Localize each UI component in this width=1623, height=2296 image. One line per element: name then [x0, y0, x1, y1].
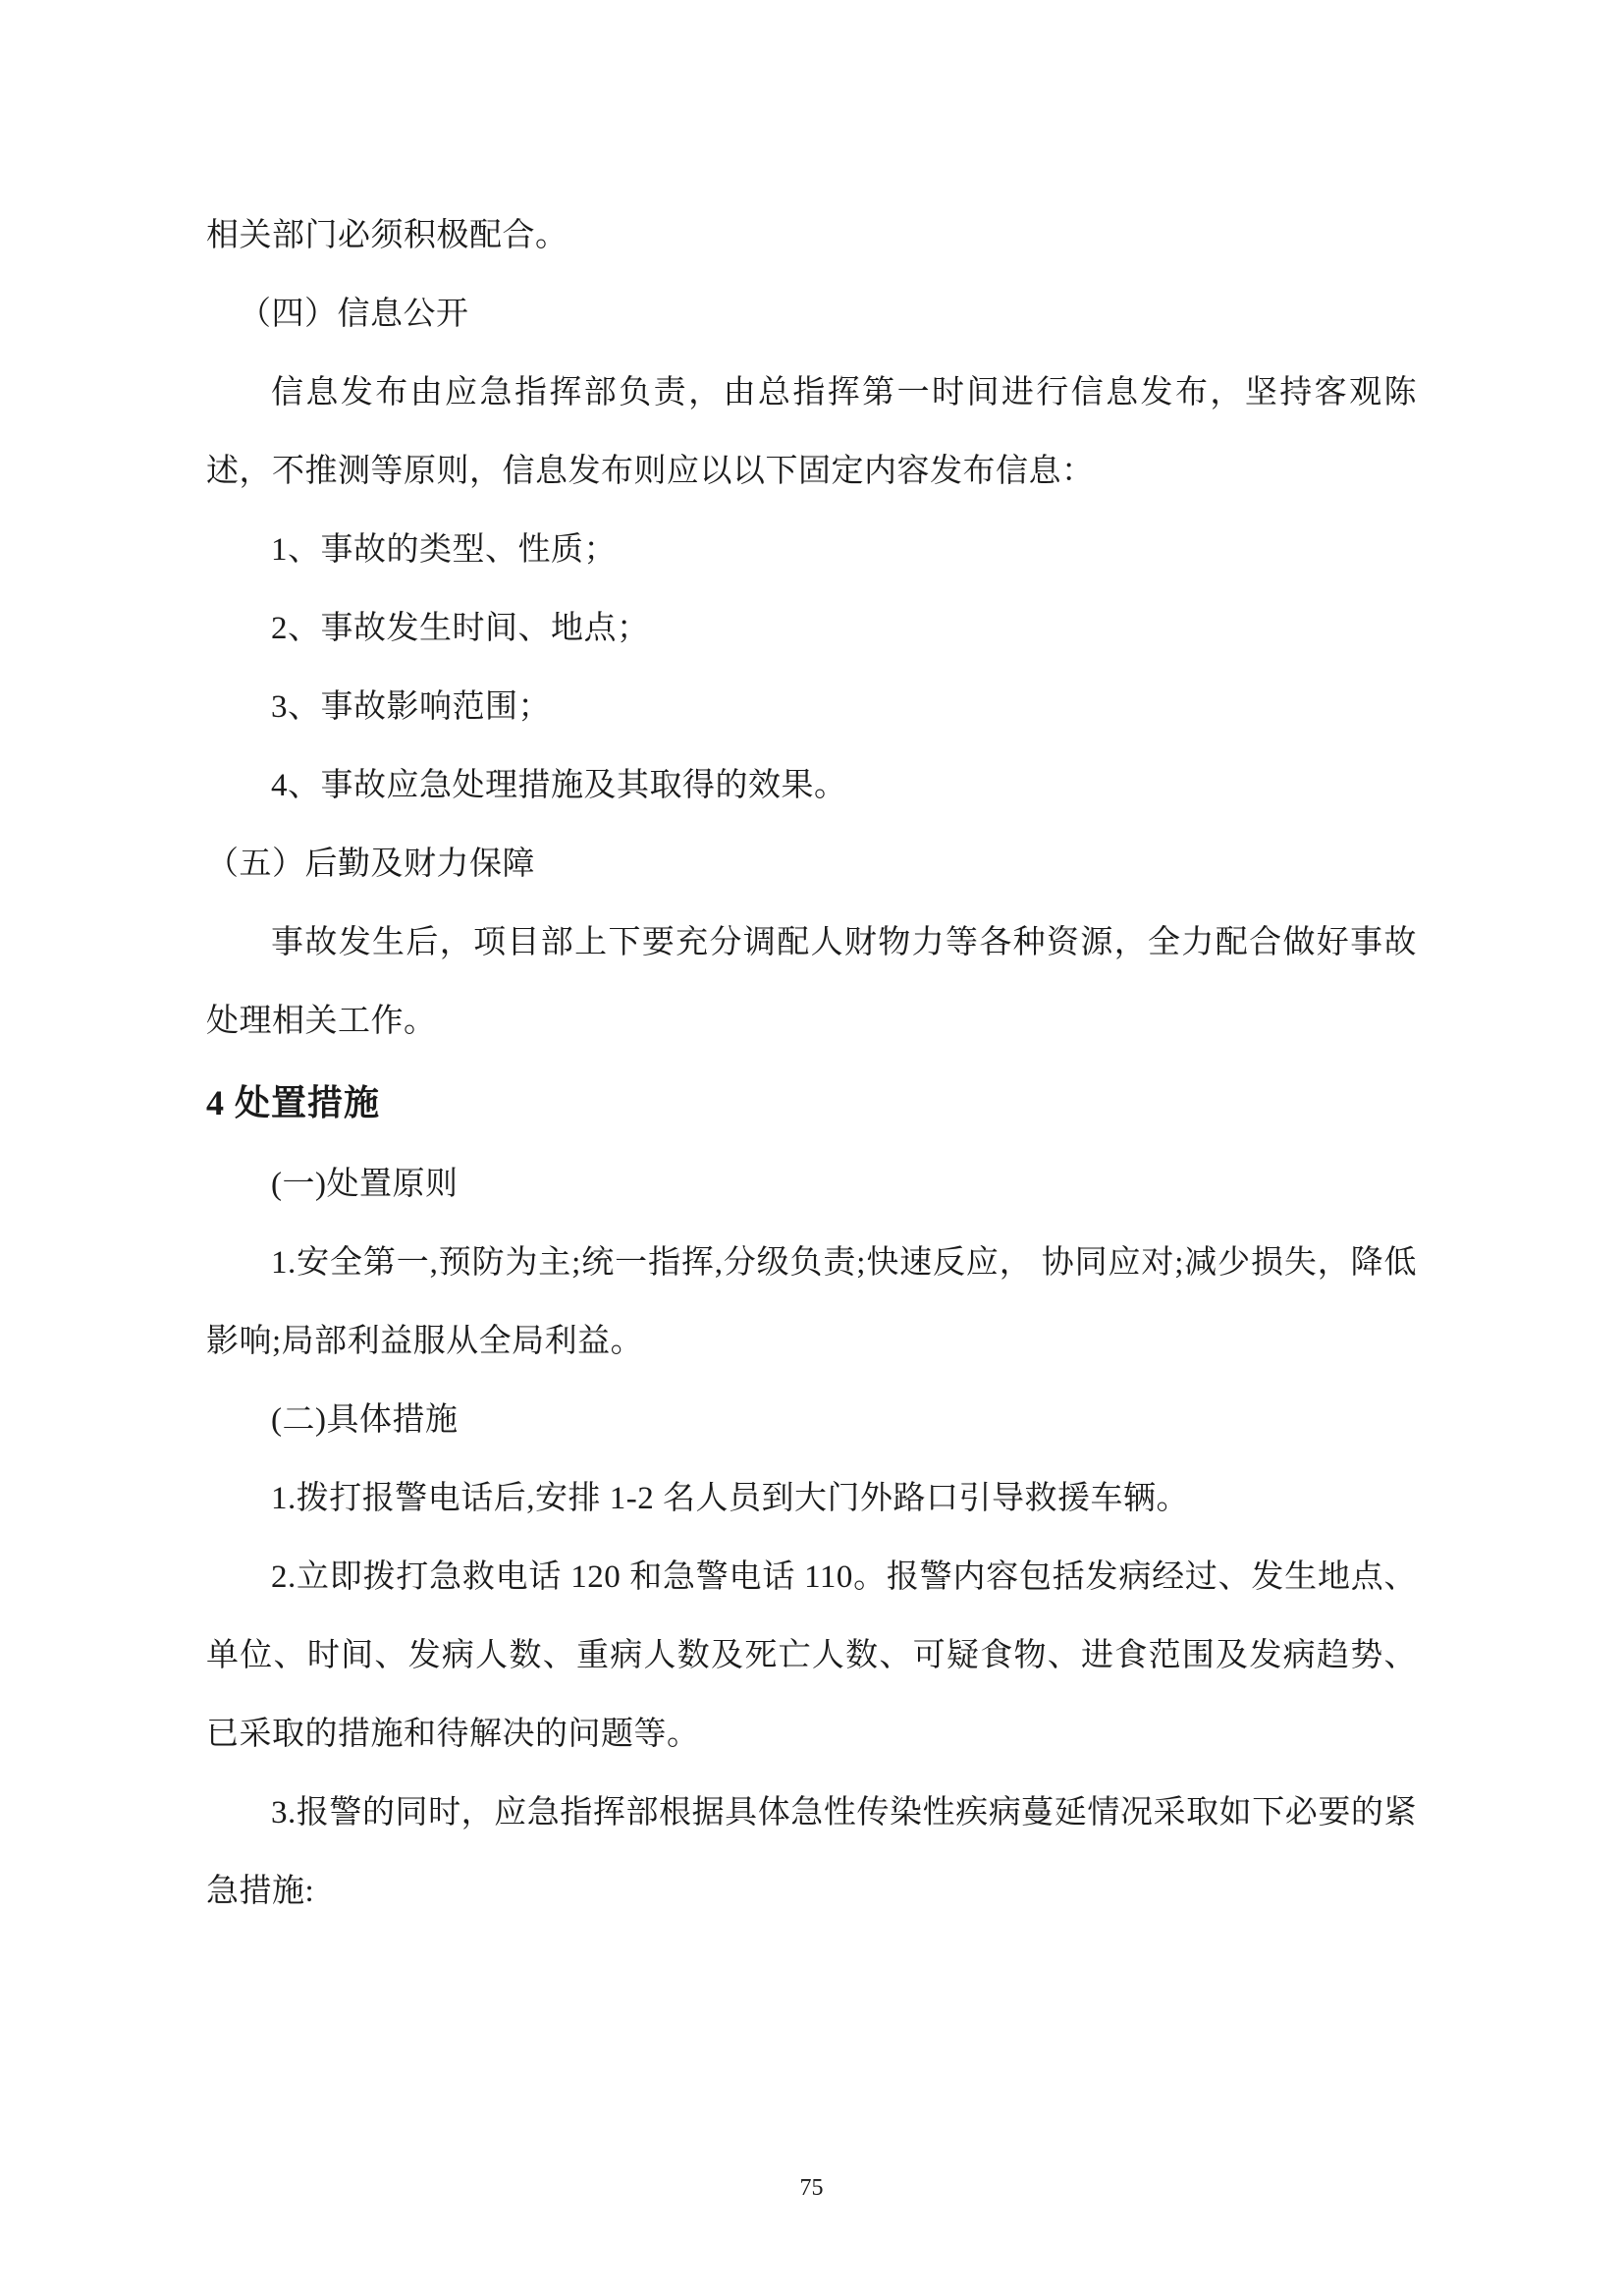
- paragraph-related-departments: 相关部门必须积极配合。: [206, 218, 568, 253]
- paragraph-safety-first-principle: 1.安全第一,预防为主;统一指挥,分级负责;快速反应， 协同应对;减少损失，降低影响;局部利益服从全局利益。: [206, 1245, 1417, 1359]
- list-item-4-accident-measures: 4、事故应急处理措施及其取得的效果。: [271, 768, 847, 803]
- paragraph-information-release: 信息发布由应急指挥部负责，由总指挥第一时间进行信息发布，坚持客观陈述，不推测等原则，信息发布则应以以下固定内容发布信息：: [206, 375, 1417, 489]
- section-heading-information-disclosure: （四）信息公开: [239, 297, 469, 332]
- section-heading-logistics-finance: （五）后勤及财力保障: [206, 847, 535, 882]
- paragraph-resource-allocation: 事故发生后，项目部上下要充分调配人财物力等各种资源，全力配合做好事故处理相关工作。: [206, 925, 1417, 1039]
- chapter-heading-disposal-measures: 4 处置措施: [206, 1083, 381, 1122]
- subsection-heading-disposal-principles: (一)处置原则: [271, 1167, 459, 1202]
- measure-item-2-emergency-calls: 2.立即拨打急救电话 120 和急警电话 110。报警内容包括发病经过、发生地点、单位、时间、发病人数、重病人数及死亡人数、可疑食物、进食范围及发病趋势、已采取的措施和待解决的问题等。: [206, 1559, 1417, 1752]
- list-item-2-accident-time-place: 2、事故发生时间、地点；: [271, 611, 650, 646]
- list-item-1-accident-type: 1、事故的类型、性质；: [271, 532, 617, 568]
- subsection-heading-specific-measures: (二)具体措施: [271, 1402, 459, 1438]
- page-number: 75: [799, 2175, 824, 2201]
- list-item-3-accident-scope: 3、事故影响范围；: [271, 689, 551, 725]
- measure-item-3-emergency-command: 3.报警的同时，应急指挥部根据具体急性传染性疾病蔓延情况采取如下必要的紧急措施:: [206, 1795, 1417, 1909]
- measure-item-1-guide-rescue-vehicles: 1.拨打报警电话后,安排 1-2 名人员到大门外路口引导救援车辆。: [271, 1481, 1189, 1516]
